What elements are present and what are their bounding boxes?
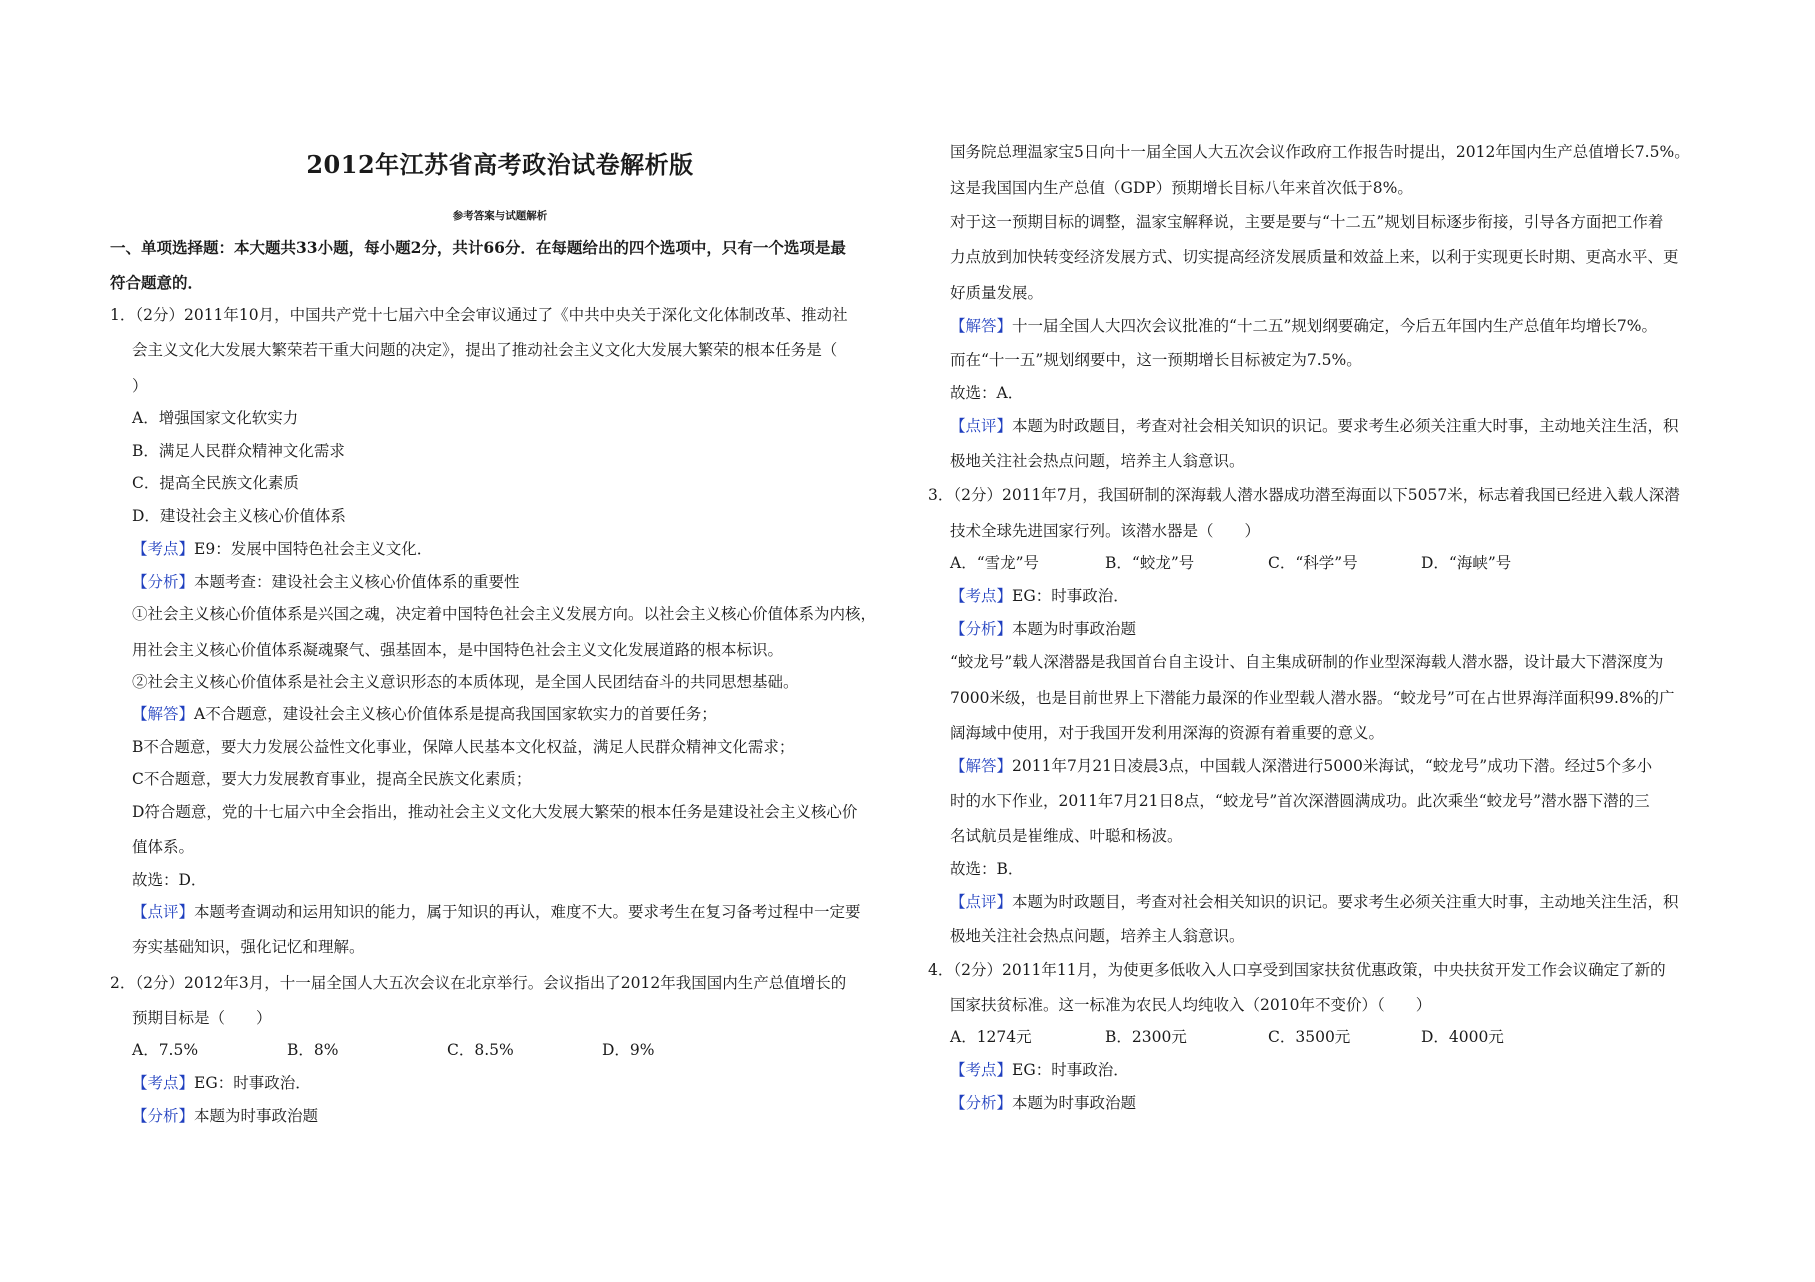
question-4-option-a: A．1274元	[950, 1028, 1032, 1046]
page-subtitle: 参考答案与试题解析	[452, 210, 548, 222]
question-2-options	[132, 1040, 655, 1060]
question-2-jieda	[950, 316, 1657, 336]
kaodian-tag: 【考点】	[132, 1074, 195, 1092]
question-3-fenxi	[950, 619, 1136, 639]
question-4-option-b: B．2300元	[1105, 1028, 1187, 1046]
question-3-analysis-r2: 7000米级，也是目前世界上下潜能力最深的作业型载人潜水器。“蛟龙号”可在占世界海洋面积99.8%的广	[950, 689, 1675, 707]
question-1-jieda-d-cont: 值体系。	[132, 838, 195, 856]
question-3-option-c: C．“科学”号	[1268, 554, 1358, 572]
question-2-analysis-r5: 好质量发展。	[950, 284, 1044, 302]
fenxi-tag: 【分析】	[950, 620, 1013, 638]
question-2-fenxi	[132, 1106, 318, 1126]
question-1-option-a: A．增强国家文化软实力	[132, 409, 299, 427]
jieda-text: 2011年7月21日凌晨3点，中国载人深潜进行5000米海试，“蛟龙号”成功下潜。经过5个多小	[1012, 757, 1653, 775]
kaodian-tag: 【考点】	[950, 587, 1013, 605]
question-3-analysis-r3: 阔海域中使用，对于我国开发利用深海的资源有着重要的意义。	[950, 724, 1385, 742]
question-1-stem-cont: 会主义文化大发展大繁荣若干重大问题的决定》，提出了推动社会主义文化大发展大繁荣的根本任务是（	[132, 341, 838, 359]
question-1-option-c: C．提高全民族文化素质	[132, 474, 299, 492]
kaodian-text: EG：时事政治．	[1012, 1061, 1129, 1079]
question-2-analysis-r3: 对于这一预期目标的调整，温家宝解释说，主要是要与“十二五”规划目标逐步衔接，引导各方面把工作着	[950, 213, 1664, 231]
question-1-kaodian	[132, 539, 432, 559]
fenxi-tag: 【分析】	[132, 1107, 195, 1125]
jieda-text: 十一届全国人大四次会议批准的“十二五”规划纲要确定，今后五年国内生产总值年均增长7%。	[1012, 317, 1657, 335]
question-2-analysis-r2: 这是我国国内生产总值（GDP）预期增长目标八年来首次低于8%。	[950, 179, 1413, 197]
question-3-option-b: B．“蛟龙”号	[1105, 554, 1195, 572]
question-4-stem: 4．（2分）2011年11月，为使更多低收入人口享受到国家扶贫优惠政策，中央扶贫开发工作会议确定了新的	[928, 961, 1666, 979]
question-3-jieda	[950, 756, 1652, 776]
question-1-jieda-b: B不合题意，要大力发展公益性文化事业，保障人民基本文化权益，满足人民群众精神文化需求；	[132, 738, 795, 756]
question-1-dianping-cont: 夯实基础知识，强化记忆和理解。	[132, 938, 365, 956]
fenxi-tag: 【分析】	[950, 1094, 1013, 1112]
question-2-jieda-cont: 而在“十一五”规划纲要中，这一预期增长目标被定为7.5%。	[950, 351, 1362, 369]
question-2-option-c: C．8.5%	[447, 1041, 514, 1059]
question-1-analysis-p1: ①社会主义核心价值体系是兴国之魂，决定着中国特色社会主义发展方向。以社会主义核心价值体系为内核，	[132, 605, 877, 623]
question-3-dianping	[950, 892, 1679, 912]
question-3-jieda-end: 名试航员是崔维成、叶聪和杨波。	[950, 827, 1183, 845]
question-3-option-d: D．“海峡”号	[1421, 554, 1512, 572]
jieda-tag: 【解答】	[950, 757, 1013, 775]
question-1-analysis-p1-cont: 用社会主义核心价值体系凝魂聚气、强基固本，是中国特色社会主义文化发展道路的根本标识。	[132, 641, 784, 659]
question-3-options	[950, 553, 1511, 573]
question-4-option-c: C．3500元	[1268, 1028, 1351, 1046]
question-3-dianping-cont: 极地关注社会热点问题，培养主人翁意识。	[950, 927, 1245, 945]
dianping-tag: 【点评】	[950, 893, 1013, 911]
kaodian-tag: 【考点】	[132, 540, 195, 558]
question-1-stem: 1．（2分）2011年10月，中国共产党十七届六中全会审议通过了《中共中央关于深化文化体制改革、推动社	[110, 306, 848, 324]
question-4-options	[950, 1027, 1504, 1047]
question-1-jieda-d: D符合题意，党的十七届六中全会指出，推动社会主义文化大发展大繁荣的根本任务是建设社会主义核心价	[132, 803, 858, 821]
fenxi-text: 本题为时事政治题	[1012, 620, 1137, 638]
question-2-option-d: D．9%	[602, 1041, 655, 1059]
page-title: 2012年江苏省高考政治试卷解析版	[306, 150, 694, 179]
kaodian-text: E9：发展中国特色社会主义文化．	[194, 540, 433, 558]
question-1-fenxi	[132, 572, 520, 592]
question-3-option-a: A．“雪龙”号	[950, 554, 1040, 572]
question-1-answer: 故选：D．	[132, 871, 207, 889]
question-2-kaodian	[132, 1073, 311, 1093]
jieda-text: A不合题意，建设社会主义核心价值体系是提高我国国家软实力的首要任务；	[194, 705, 717, 723]
jieda-tag: 【解答】	[950, 317, 1013, 335]
question-4-option-d: D．4000元	[1421, 1028, 1504, 1046]
section-heading-cont: 符合题意的．	[110, 273, 204, 292]
question-2-option-a: A．7.5%	[132, 1041, 199, 1059]
question-1-stem-end: ）	[132, 377, 148, 395]
question-3-jieda-cont: 时的水下作业，2011年7月21日8点，“蛟龙号”首次深潜圆满成功。此次乘坐“蛟龙号”潜水器下潜的三	[950, 792, 1650, 810]
kaodian-text: EG：时事政治．	[194, 1074, 311, 1092]
question-2-stem: 2．（2分）2012年3月，十一届全国人大五次会议在北京举行。会议指出了2012年我国国内生产总值增长的	[110, 974, 847, 992]
question-1-option-d: D．建设社会主义核心价值体系	[132, 507, 346, 525]
question-2-answer: 故选：A．	[950, 384, 1024, 402]
fenxi-text: 本题为时事政治题	[1012, 1094, 1137, 1112]
dianping-tag: 【点评】	[132, 903, 195, 921]
question-2-analysis-r1: 国务院总理温家宝5日向十一届全国人大五次会议作政府工作报告时提出，2012年国内生产总值增长7.5%。	[950, 143, 1690, 161]
question-3-kaodian	[950, 586, 1129, 606]
dianping-text: 本题考查调动和运用知识的能力，属于知识的再认，难度不大。要求考生在复习备考过程中一定要	[194, 903, 861, 921]
question-2-dianping	[950, 416, 1679, 436]
question-3-stem-cont: 技术全球先进国家行列。该潜水器是（ ）	[950, 522, 1261, 540]
fenxi-tag: 【分析】	[132, 573, 195, 591]
question-2-stem-cont: 预期目标是（ ）	[132, 1009, 272, 1027]
question-3-stem: 3．（2分）2011年7月，我国研制的深海载人潜水器成功潜至海面以下5057米，标志着我国已经进入载人深潜	[928, 486, 1680, 504]
question-4-stem-cont: 国家扶贫标准。这一标准为农民人均纯收入（2010年不变价）（ ）	[950, 996, 1432, 1014]
question-2-option-b: B．8%	[287, 1041, 339, 1059]
kaodian-tag: 【考点】	[950, 1061, 1013, 1079]
fenxi-text: 本题考查：建设社会主义核心价值体系的重要性	[194, 573, 520, 591]
question-4-kaodian	[950, 1060, 1129, 1080]
fenxi-text: 本题为时事政治题	[194, 1107, 319, 1125]
question-1-analysis-p2: ②社会主义核心价值体系是社会主义意识形态的本质体现，是全国人民团结奋斗的共同思想基础。	[132, 673, 799, 691]
jieda-tag: 【解答】	[132, 705, 195, 723]
question-1-dianping	[132, 902, 861, 922]
question-3-answer: 故选：B．	[950, 860, 1024, 878]
kaodian-text: EG：时事政治．	[1012, 587, 1129, 605]
question-1-jieda	[132, 704, 717, 724]
question-1-jieda-c: C不合题意，要大力发展教育事业，提高全民族文化素质；	[132, 770, 532, 788]
dianping-text: 本题为时政题目，考查对社会相关知识的识记。要求考生必须关注重大时事，主动地关注生活，积	[1012, 893, 1679, 911]
question-4-fenxi	[950, 1093, 1136, 1113]
section-heading: 一、单项选择题：本大题共33小题，每小题2分，共计66分．在每题给出的四个选项中，只有一个选项是最	[110, 238, 846, 257]
dianping-text: 本题为时政题目，考查对社会相关知识的识记。要求考生必须关注重大时事，主动地关注生活，积	[1012, 417, 1679, 435]
dianping-tag: 【点评】	[950, 417, 1013, 435]
question-2-analysis-r4: 力点放到加快转变经济发展方式、切实提高经济发展质量和效益上来，以利于实现更长时期、更高水平、更	[950, 248, 1679, 266]
question-3-analysis-r1: “蛟龙号”载人深潜器是我国首台自主设计、自主集成研制的作业型深海载人潜水器，设计最大下潜深度为	[950, 653, 1664, 671]
question-1-option-b: B．满足人民群众精神文化需求	[132, 442, 345, 460]
question-2-dianping-cont: 极地关注社会热点问题，培养主人翁意识。	[950, 452, 1245, 470]
